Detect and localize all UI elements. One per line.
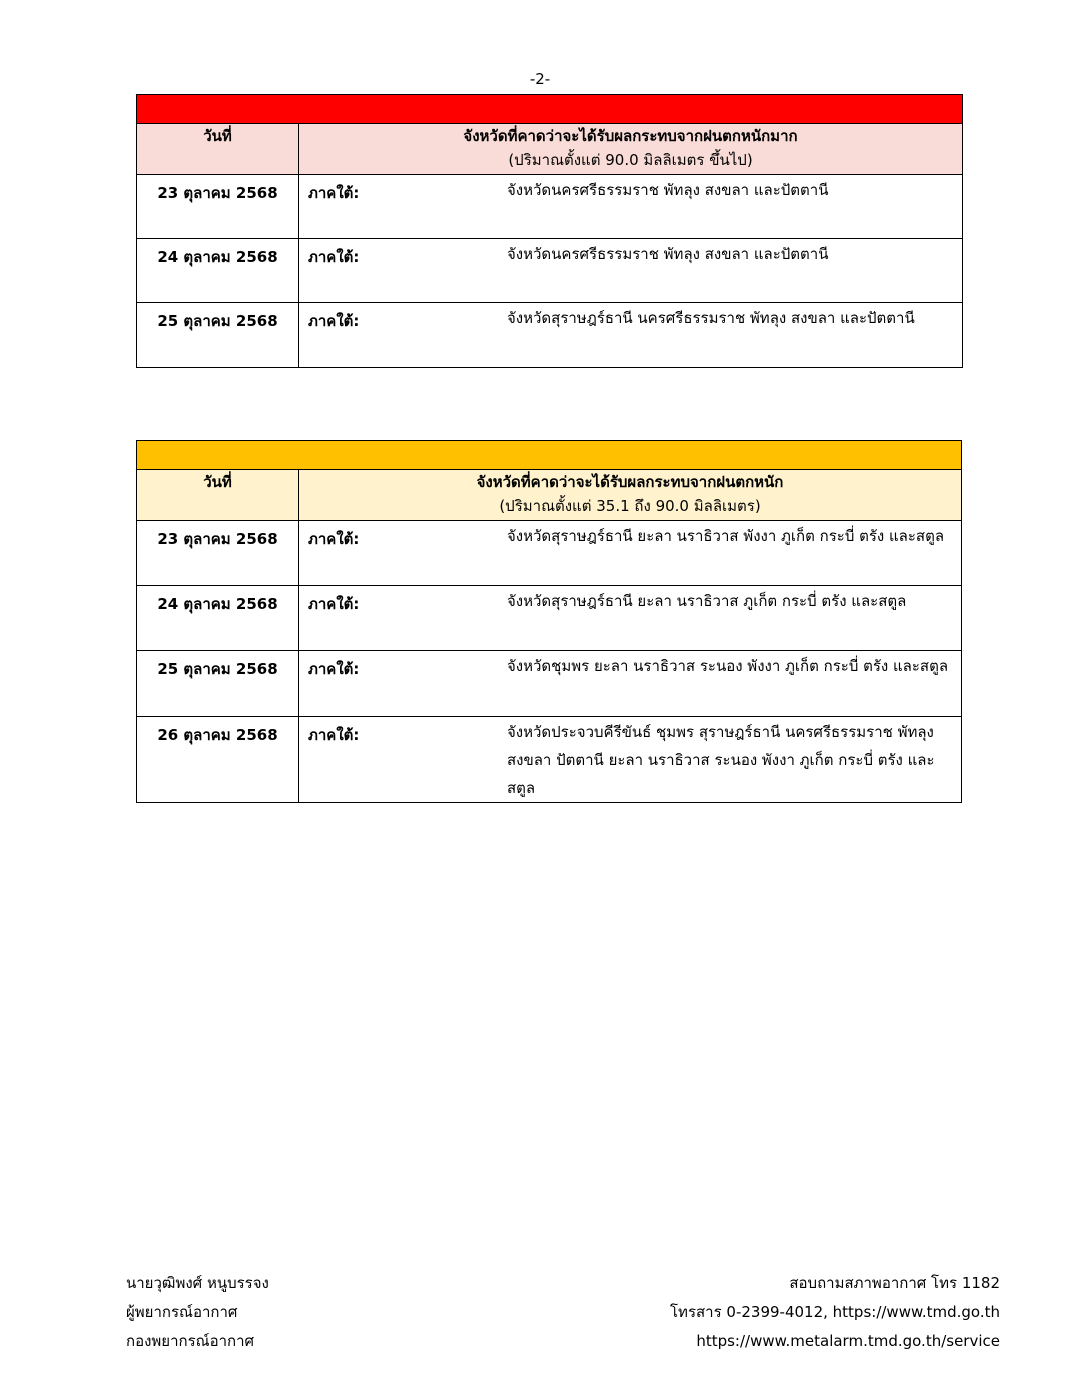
table-row [137, 175, 963, 239]
warning-color-bar [137, 95, 963, 124]
date-cell: 23 ตุลาคม 2568 [137, 521, 299, 586]
heavy-rain-table [136, 94, 963, 368]
region-label: ภาคใต้: [308, 660, 360, 678]
fax-website: โทรสาร 0-2399-4012, https://www.tmd.go.th [670, 1303, 1000, 1321]
region-label: ภาคใต้: [308, 726, 360, 744]
provinces-column-header [299, 470, 962, 521]
table-row [137, 586, 962, 651]
region-label: ภาคใต้: [308, 184, 360, 202]
date-cell: 24 ตุลาคม 2568 [137, 586, 299, 651]
table-row [137, 717, 962, 803]
province-list: จังหวัดสุราษฎร์ธานี ยะลา นราธิวาส ภูเก็ต กระบี่ ตรัง และสตูล [507, 592, 907, 610]
date-header-label: วันที่ [203, 473, 232, 491]
table-row [137, 303, 963, 368]
province-list: จังหวัดชุมพร ยะลา นราธิวาส ระนอง พังงา ภูเก็ต กระบี่ ตรัง และสตูล [507, 657, 949, 675]
table-subtitle: (ปริมาณตั้งแต่ 90.0 มิลลิเมตร ขึ้นไป) [508, 151, 753, 169]
forecaster-position: ผู้พยากรณ์อากาศ [126, 1303, 238, 1321]
table-row [137, 651, 962, 717]
table-header-row [137, 124, 963, 175]
provinces-cell [299, 586, 962, 651]
region-label: ภาคใต้: [308, 530, 360, 548]
warning-color-bar [137, 441, 962, 470]
date-column-header [137, 470, 299, 521]
date-cell: 24 ตุลาคม 2568 [137, 239, 299, 303]
metalarm-link[interactable]: https://www.metalarm.tmd.go.th/service [696, 1332, 1000, 1350]
province-list: จังหวัดนครศรีธรรมราช พัทลุง สงขลา และปัตตานี [507, 245, 829, 263]
table-header-row [137, 470, 962, 521]
provinces-column-header [299, 124, 963, 175]
date-cell: 25 ตุลาคม 2568 [137, 303, 299, 368]
provinces-cell [299, 521, 962, 586]
region-label: ภาคใต้: [308, 248, 360, 266]
forecaster-division: กองพยากรณ์อากาศ [126, 1332, 255, 1350]
date-cell: 26 ตุลาคม 2568 [137, 717, 299, 803]
forecaster-signature [126, 1269, 269, 1356]
provinces-cell [299, 303, 963, 368]
province-list: จังหวัดสุราษฎร์ธานี นครศรีธรรมราช พัทลุง สงขลา และปัตตานี [507, 309, 915, 327]
provinces-cell [299, 239, 963, 303]
date-header-label: วันที่ [203, 127, 232, 145]
table-title: จังหวัดที่คาดว่าจะได้รับผลกระทบจากฝนตกหนักมาก [463, 127, 798, 145]
region-label: ภาคใต้: [308, 312, 360, 330]
date-column-header [137, 124, 299, 175]
date-cell: 25 ตุลาคม 2568 [137, 651, 299, 717]
moderate-rain-table [136, 440, 962, 803]
page-number: -2- [529, 70, 551, 88]
region-label: ภาคใต้: [308, 595, 360, 613]
provinces-cell [299, 175, 963, 239]
forecaster-name: นายวุฒิพงศ์ หนูบรรจง [126, 1274, 269, 1292]
table-subtitle: (ปริมาณตั้งแต่ 35.1 ถึง 90.0 มิลลิเมตร) [499, 497, 761, 515]
table-title: จังหวัดที่คาดว่าจะได้รับผลกระทบจากฝนตกหนัก [476, 473, 784, 491]
table-row [137, 239, 963, 303]
date-cell: 23 ตุลาคม 2568 [137, 175, 299, 239]
province-list: จังหวัดนครศรีธรรมราช พัทลุง สงขลา และปัตตานี [507, 181, 829, 199]
provinces-cell [299, 717, 962, 803]
table-row [137, 521, 962, 586]
weather-hotline: สอบถามสภาพอากาศ โทร 1182 [789, 1274, 1000, 1292]
provinces-cell [299, 651, 962, 717]
contact-info [670, 1269, 1000, 1356]
province-list: จังหวัดประจวบคีรีขันธ์ ชุมพร สุราษฎร์ธานี นครศรีธรรมราช พัทลุง สงขลา ปัตตานี ยะลา นราธิวาส ระนอง พังงา ภูเก็ต กระบี่ ตรัง และสตูล [507, 723, 935, 797]
province-list: จังหวัดสุราษฎร์ธานี ยะลา นราธิวาส พังงา ภูเก็ต กระบี่ ตรัง และสตูล [507, 527, 945, 545]
